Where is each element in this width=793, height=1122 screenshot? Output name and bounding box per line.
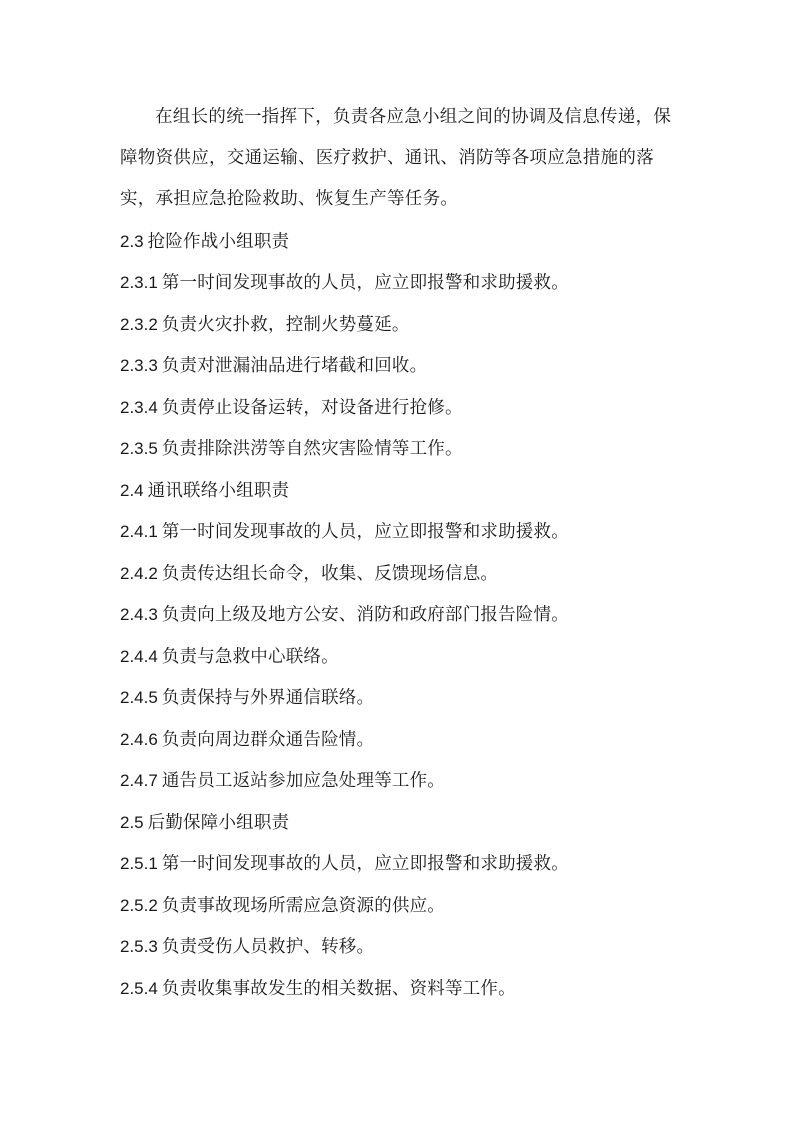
item-number: 2.4.6 [120, 730, 158, 749]
item-text: 负责排除洪涝等自然灾害险情等工作。 [161, 439, 463, 459]
item-text: 负责向周边群众通告险情。 [161, 730, 375, 750]
item-number: 2.4.3 [120, 605, 158, 624]
item-number: 2.3.1 [120, 273, 158, 292]
item-number: 2.5.4 [120, 979, 158, 998]
list-item [120, 562, 498, 586]
list-item [120, 686, 374, 710]
section-number: 2.3 [120, 232, 144, 251]
item-text: 负责受伤人员救护、转移。 [161, 937, 375, 957]
list-item [120, 977, 516, 1001]
list-item [120, 271, 569, 295]
list-item [120, 894, 445, 918]
list-item [120, 520, 569, 544]
item-text: 负责传达组长命令，收集、反馈现场信息。 [161, 564, 499, 584]
list-item [120, 603, 569, 627]
section-number: 2.4 [120, 481, 144, 500]
section-title: 后勤保障小组职责 [147, 813, 290, 833]
item-number: 2.4.7 [120, 771, 158, 790]
item-text: 通告员工返站参加应急处理等工作。 [161, 771, 446, 791]
item-text: 第一时间发现事故的人员，应立即报警和求助援救。 [161, 522, 569, 542]
list-item [120, 728, 374, 752]
item-text: 负责保持与外界通信联络。 [161, 688, 375, 708]
item-text: 负责向上级及地方公安、消防和政府部门报告险情。 [161, 605, 569, 625]
item-number: 2.5.2 [120, 896, 158, 915]
section-title: 抢险作战小组职责 [147, 232, 290, 252]
intro-paragraph: 在组长的统一指挥下，负责各应急小组之间的协调及信息传递，保障物资供应，交通运输、医疗救护、通讯、消防等各项应急措施的落实，承担应急抢险救助、恢复生产等任务。 [120, 107, 672, 209]
item-text: 负责事故现场所需应急资源的供应。 [161, 896, 446, 916]
item-number: 2.3.4 [120, 398, 158, 417]
list-item [120, 354, 427, 378]
item-number: 2.3.5 [120, 439, 158, 458]
section-heading-2-5 [120, 811, 289, 835]
item-text: 负责对泄漏油品进行堵截和回收。 [161, 356, 428, 376]
item-text: 负责火灾扑救，控制火势蔓延。 [161, 315, 410, 335]
item-number: 2.4.5 [120, 688, 158, 707]
list-item [120, 396, 463, 420]
item-number: 2.5.3 [120, 937, 158, 956]
item-number: 2.4.2 [120, 564, 158, 583]
list-item [120, 313, 410, 337]
item-text: 负责收集事故发生的相关数据、资料等工作。 [161, 979, 516, 999]
item-number: 2.3.3 [120, 356, 158, 375]
list-item [120, 852, 569, 876]
item-text: 第一时间发现事故的人员，应立即报警和求助援救。 [161, 854, 569, 874]
list-item [120, 645, 339, 669]
section-number: 2.5 [120, 813, 144, 832]
list-item [120, 769, 445, 793]
item-number: 2.3.2 [120, 315, 158, 334]
item-text: 负责与急救中心联络。 [161, 647, 339, 667]
section-heading-2-4 [120, 479, 289, 503]
item-text: 负责停止设备运转，对设备进行抢修。 [161, 398, 463, 418]
item-text: 第一时间发现事故的人员，应立即报警和求助援救。 [161, 273, 569, 293]
item-number: 2.4.4 [120, 647, 158, 666]
section-heading-2-3 [120, 230, 289, 254]
section-title: 通讯联络小组职责 [147, 481, 290, 501]
list-item [120, 437, 463, 461]
item-number: 2.5.1 [120, 854, 158, 873]
list-item [120, 935, 374, 959]
item-number: 2.4.1 [120, 522, 158, 541]
